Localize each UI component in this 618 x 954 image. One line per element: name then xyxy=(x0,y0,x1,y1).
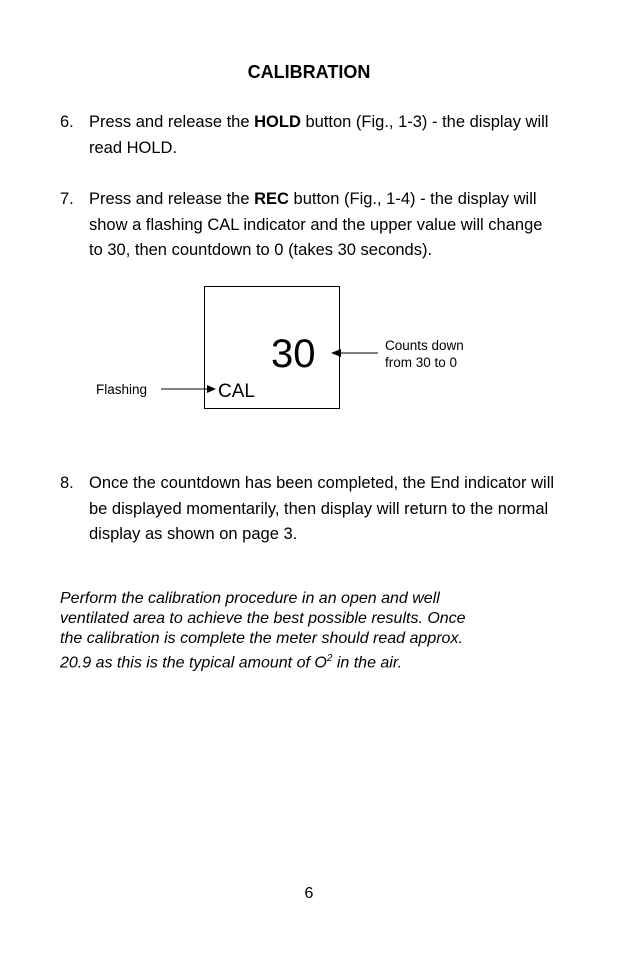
lcd-value: 30 xyxy=(271,332,316,376)
bold-button-name: HOLD xyxy=(254,113,301,131)
annotation-flashing: Flashing xyxy=(96,382,148,397)
annotation-counts-down xyxy=(385,337,464,371)
note-line-last xyxy=(60,649,560,673)
step-number: 8. xyxy=(60,474,74,492)
step-text xyxy=(89,187,560,264)
step-text-segment: button (Fig., 1-4) - the display will show a flashing CAL indicator and the upper value will change to 30, then countdown to 0 (takes 30 seconds). xyxy=(89,190,543,259)
lcd-cal-indicator: CAL xyxy=(218,381,255,402)
page-number: 6 xyxy=(304,885,314,902)
bold-button-name: REC xyxy=(254,190,289,208)
step-8 xyxy=(60,471,560,548)
step-number: 6. xyxy=(60,113,74,131)
step-text-segment: Press and release the xyxy=(89,113,255,131)
superscript: 2 xyxy=(326,653,333,664)
step-text xyxy=(89,471,560,548)
step-text-segment: button (Fig., 1-3) - the display will read HOLD. xyxy=(89,113,549,157)
note-line: ventilated area to achieve the best possible results. Once xyxy=(60,610,466,627)
annotation-line: from 30 to 0 xyxy=(385,355,458,370)
step-number: 7. xyxy=(60,190,74,208)
step-6 xyxy=(60,110,560,161)
note-text: 20.9 as this is the typical amount of O xyxy=(60,654,327,672)
page-title: CALIBRATION xyxy=(247,62,371,82)
note-line: the calibration is complete the meter should read approx. xyxy=(60,630,463,647)
step-7 xyxy=(60,187,560,264)
note-text: in the air. xyxy=(332,654,403,672)
lcd-display-figure xyxy=(204,286,340,409)
note-line: Perform the calibration procedure in an open and well xyxy=(60,590,440,607)
step-text-segment: Once the countdown has been completed, the End indicator will be displayed momentarily, then display will return to the normal display as shown on page 3. xyxy=(89,474,555,543)
step-text xyxy=(89,110,560,161)
step-text-segment: Press and release the xyxy=(89,190,255,208)
annotation-line: Counts down xyxy=(385,338,464,353)
calibration-note xyxy=(60,589,560,673)
